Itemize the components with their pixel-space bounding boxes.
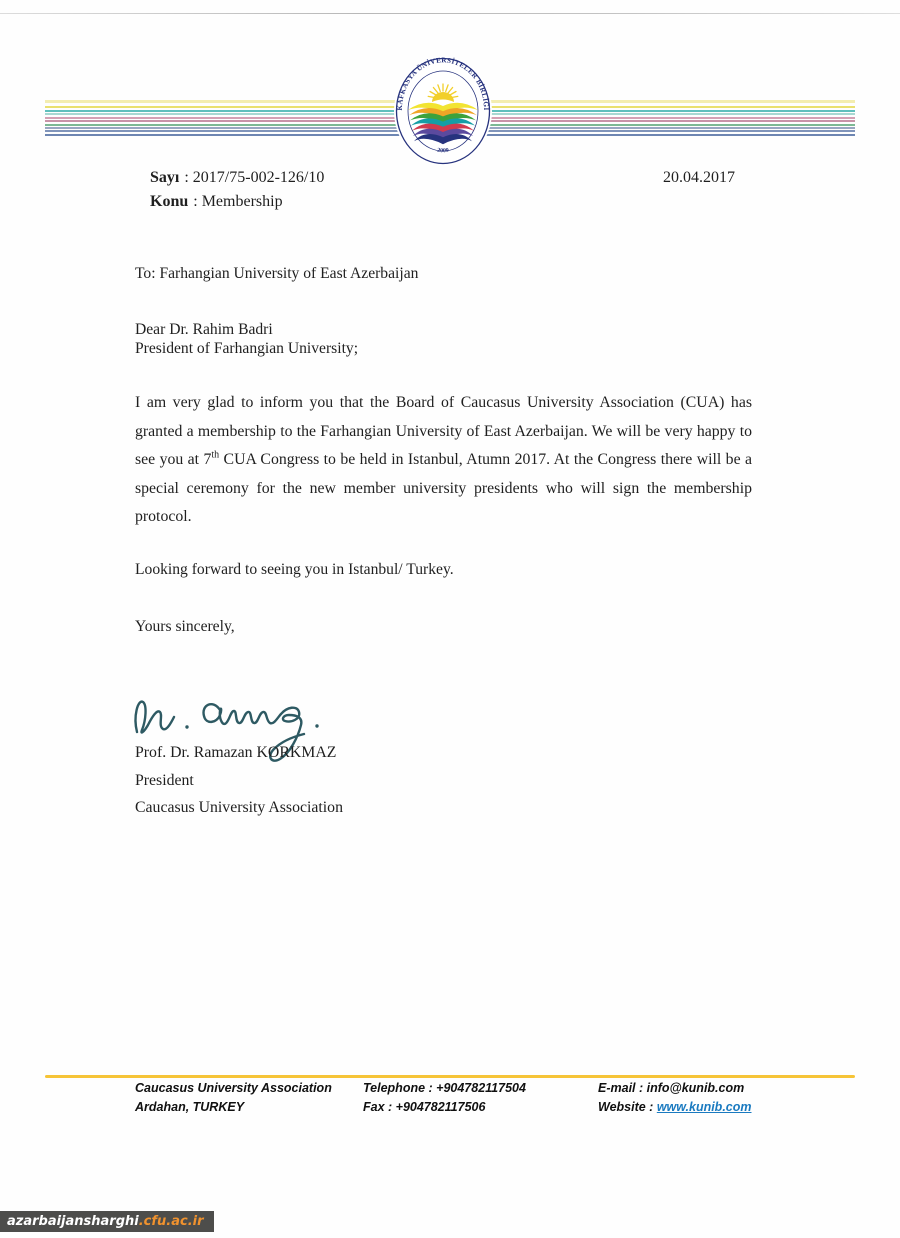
watermark-suffix: .cfu.ac.ir <box>138 1214 204 1229</box>
body-text-before: I am very glad to inform you that the Board of Caucasus University Association (CUA) has granted a membership to the Farhangian University of East Azerbaijan. We will be very happy to see you at 7 <box>135 394 752 469</box>
footer-telephone: Telephone : +904782117504 <box>363 1081 526 1095</box>
salutation-line1: Dear Dr. Rahim Badri <box>135 321 273 338</box>
footer-accent-line <box>45 1075 855 1078</box>
footer-website-line <box>598 1098 752 1117</box>
letter-body-paragraph <box>135 389 752 532</box>
sayi-line <box>150 169 324 187</box>
watermark-bar <box>0 1211 214 1232</box>
body-ordinal-superscript: th <box>211 449 220 461</box>
watermark-site-name: azarbaijansharghi <box>7 1214 139 1229</box>
footer-email-value: info@kunib.com <box>646 1081 745 1095</box>
footer-website-label: Website : <box>598 1100 657 1114</box>
closing-line: Looking forward to seeing you in Istanbul/ Turkey. <box>135 561 454 578</box>
footer-phone-block <box>363 1079 526 1117</box>
signer-title: President <box>135 772 194 789</box>
body-text-after: CUA Congress to be held in Istanbul, Atumn 2017. At the Congress there will be a special ceremony for the new member university presidents who will sign the membership protocol. <box>135 451 752 526</box>
website-link[interactable]: www.kunib.com <box>656 1100 752 1114</box>
top-scan-line <box>0 13 900 14</box>
signer-name: Prof. Dr. Ramazan KORKMAZ <box>135 744 337 761</box>
footer-org-location: Ardahan, TURKEY <box>135 1100 245 1114</box>
footer-email-line <box>598 1079 752 1098</box>
valediction-line: Yours sincerely, <box>135 618 235 635</box>
konu-label: Konu <box>150 193 189 210</box>
footer-fax: Fax : +904782117506 <box>363 1100 486 1114</box>
footer-contact-block <box>598 1079 752 1117</box>
logo-year-text: 2009 <box>436 147 450 155</box>
sayi-label: Sayı <box>150 169 180 186</box>
logo-arc-text: KAFKASYA ÜNİVERSİTELER BİRLİĞİ <box>395 56 491 111</box>
konu-value: : Membership <box>193 193 283 210</box>
salutation <box>135 321 358 358</box>
footer-org-name: Caucasus University Association <box>135 1081 332 1095</box>
konu-line <box>150 193 283 211</box>
letterhead-logo <box>393 55 493 167</box>
salutation-line2: President of Farhangian University; <box>135 339 359 357</box>
footer-org-block <box>135 1079 332 1117</box>
sayi-value: : 2017/75-002-126/10 <box>184 169 325 186</box>
footer-email-label: E-mail : <box>598 1081 647 1095</box>
signer-organization: Caucasus University Association <box>135 799 343 816</box>
addressee-line: To: Farhangian University of East Azerbaijan <box>135 265 419 282</box>
letter-date: 20.04.2017 <box>663 169 735 186</box>
